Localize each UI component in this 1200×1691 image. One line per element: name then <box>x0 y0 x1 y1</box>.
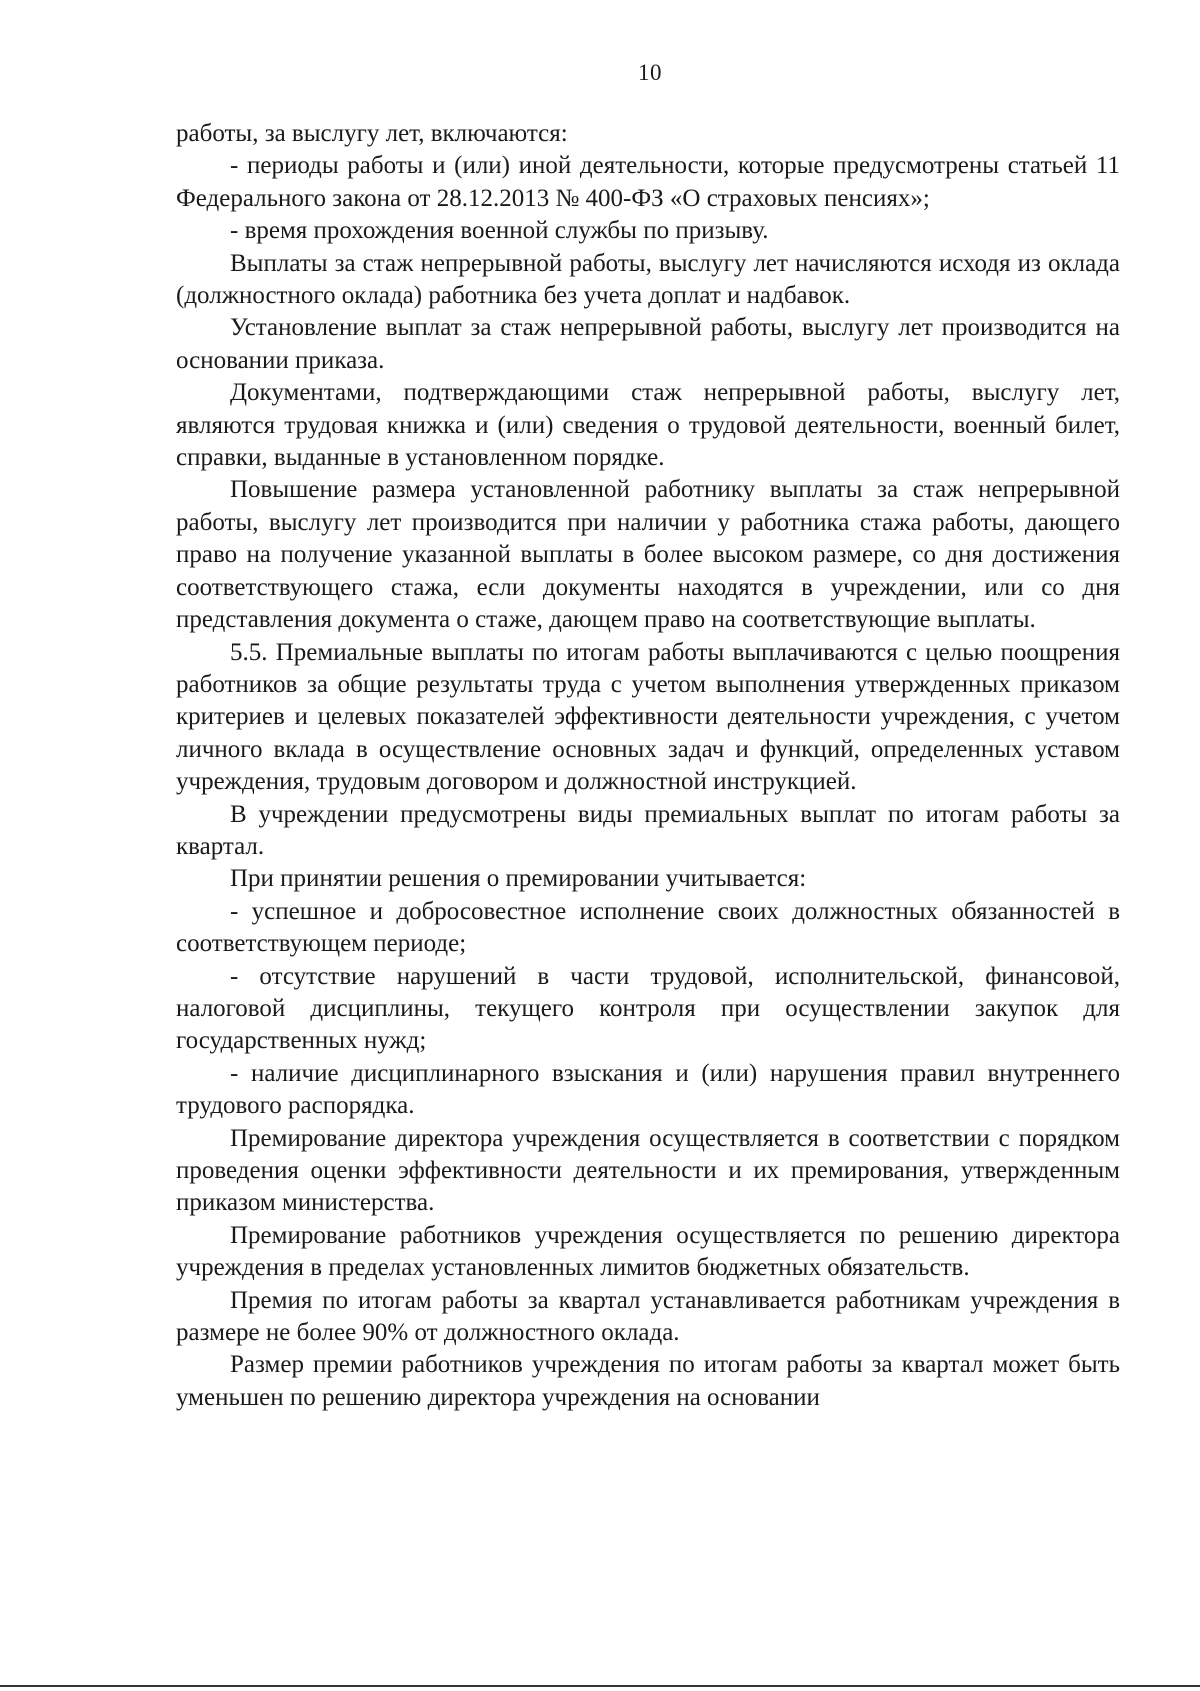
page-number: 10 <box>638 60 662 85</box>
paragraph: Выплаты за стаж непрерывной работы, выслугу лет начисляются исходя из оклада (должностного оклада) работника без учета доплат и надбавок. <box>176 249 1120 310</box>
paragraph: Премия по итогам работы за квартал устанавливается работникам учреждения в размере не более 90% от должностного оклада. <box>176 1286 1120 1347</box>
paragraph: Размер премии работников учреждения по итогам работы за квартал может быть уменьшен по решению директора учреждения на основании <box>176 1351 1120 1411</box>
section-paragraph: 5.5. Премиальные выплаты по итогам работы выплачиваются с целью поощрения работников за общие результаты труда с учетом выполнения утвержденных приказом критериев и целевых показателей эффективности деятельности учреждения, с учетом личного вклада в осуществление основных задач и функций, определенных уставом учреждения, трудовым договором и должностной инструкцией. <box>176 638 1120 796</box>
paragraph: Установление выплат за стаж непрерывной работы, выслугу лет производится на основании приказа. <box>176 314 1120 374</box>
paragraph: работы, за выслугу лет, включаются: <box>176 120 568 147</box>
paragraph: Документами, подтверждающими стаж непрерывной работы, выслугу лет, являются трудовая книжка и (или) сведения о трудовой деятельности, военный билет, справки, выданные в установленном порядке. <box>176 379 1120 472</box>
list-item: - успешное и добросовестное исполнение своих должностных обязанностей в соответствующем периоде; <box>176 897 1120 958</box>
paragraph: Премирование работников учреждения осуществляется по решению директора учреждения в пределах установленных лимитов бюджетных обязательств. <box>176 1221 1120 1282</box>
paragraph: При принятии решения о премировании учитывается: <box>230 865 807 893</box>
list-item: - время прохождения военной службы по призыву. <box>230 217 769 245</box>
paragraph: Премирование директора учреждения осуществляется в соответствии с порядком проведения оценки эффективности деятельности и их премирования, утвержденным приказом министерства. <box>176 1124 1120 1217</box>
list-item: - отсутствие нарушений в части трудовой, исполнительской, финансовой, налоговой дисциплины, текущего контроля при осуществлении закупок для государственных нужд; <box>176 962 1120 1055</box>
list-item: - наличие дисциплинарного взыскания и (или) нарушения правил внутреннего трудового распорядка. <box>176 1059 1120 1120</box>
paragraph: В учреждении предусмотрены виды премиальных выплат по итогам работы за квартал. <box>176 800 1120 860</box>
list-item: - периоды работы и (или) иной деятельности, которые предусмотрены статьей 11 Федерального закона от 28.12.2013 № 400-ФЗ «О страховых пенсиях»; <box>176 152 1120 212</box>
page-bottom-edge <box>0 1685 1200 1687</box>
document-body <box>176 118 1120 1414</box>
paragraph: Повышение размера установленной работнику выплаты за стаж непрерывной работы, выслугу лет производится при наличии у работника стажа работы, дающего право на получение указанной выплаты в более высоком размере, со дня достижения соответствующего стажа, если документы находятся в учреждении, или со дня представления документа о стаже, дающем право на соответствующие выплаты. <box>176 476 1120 634</box>
